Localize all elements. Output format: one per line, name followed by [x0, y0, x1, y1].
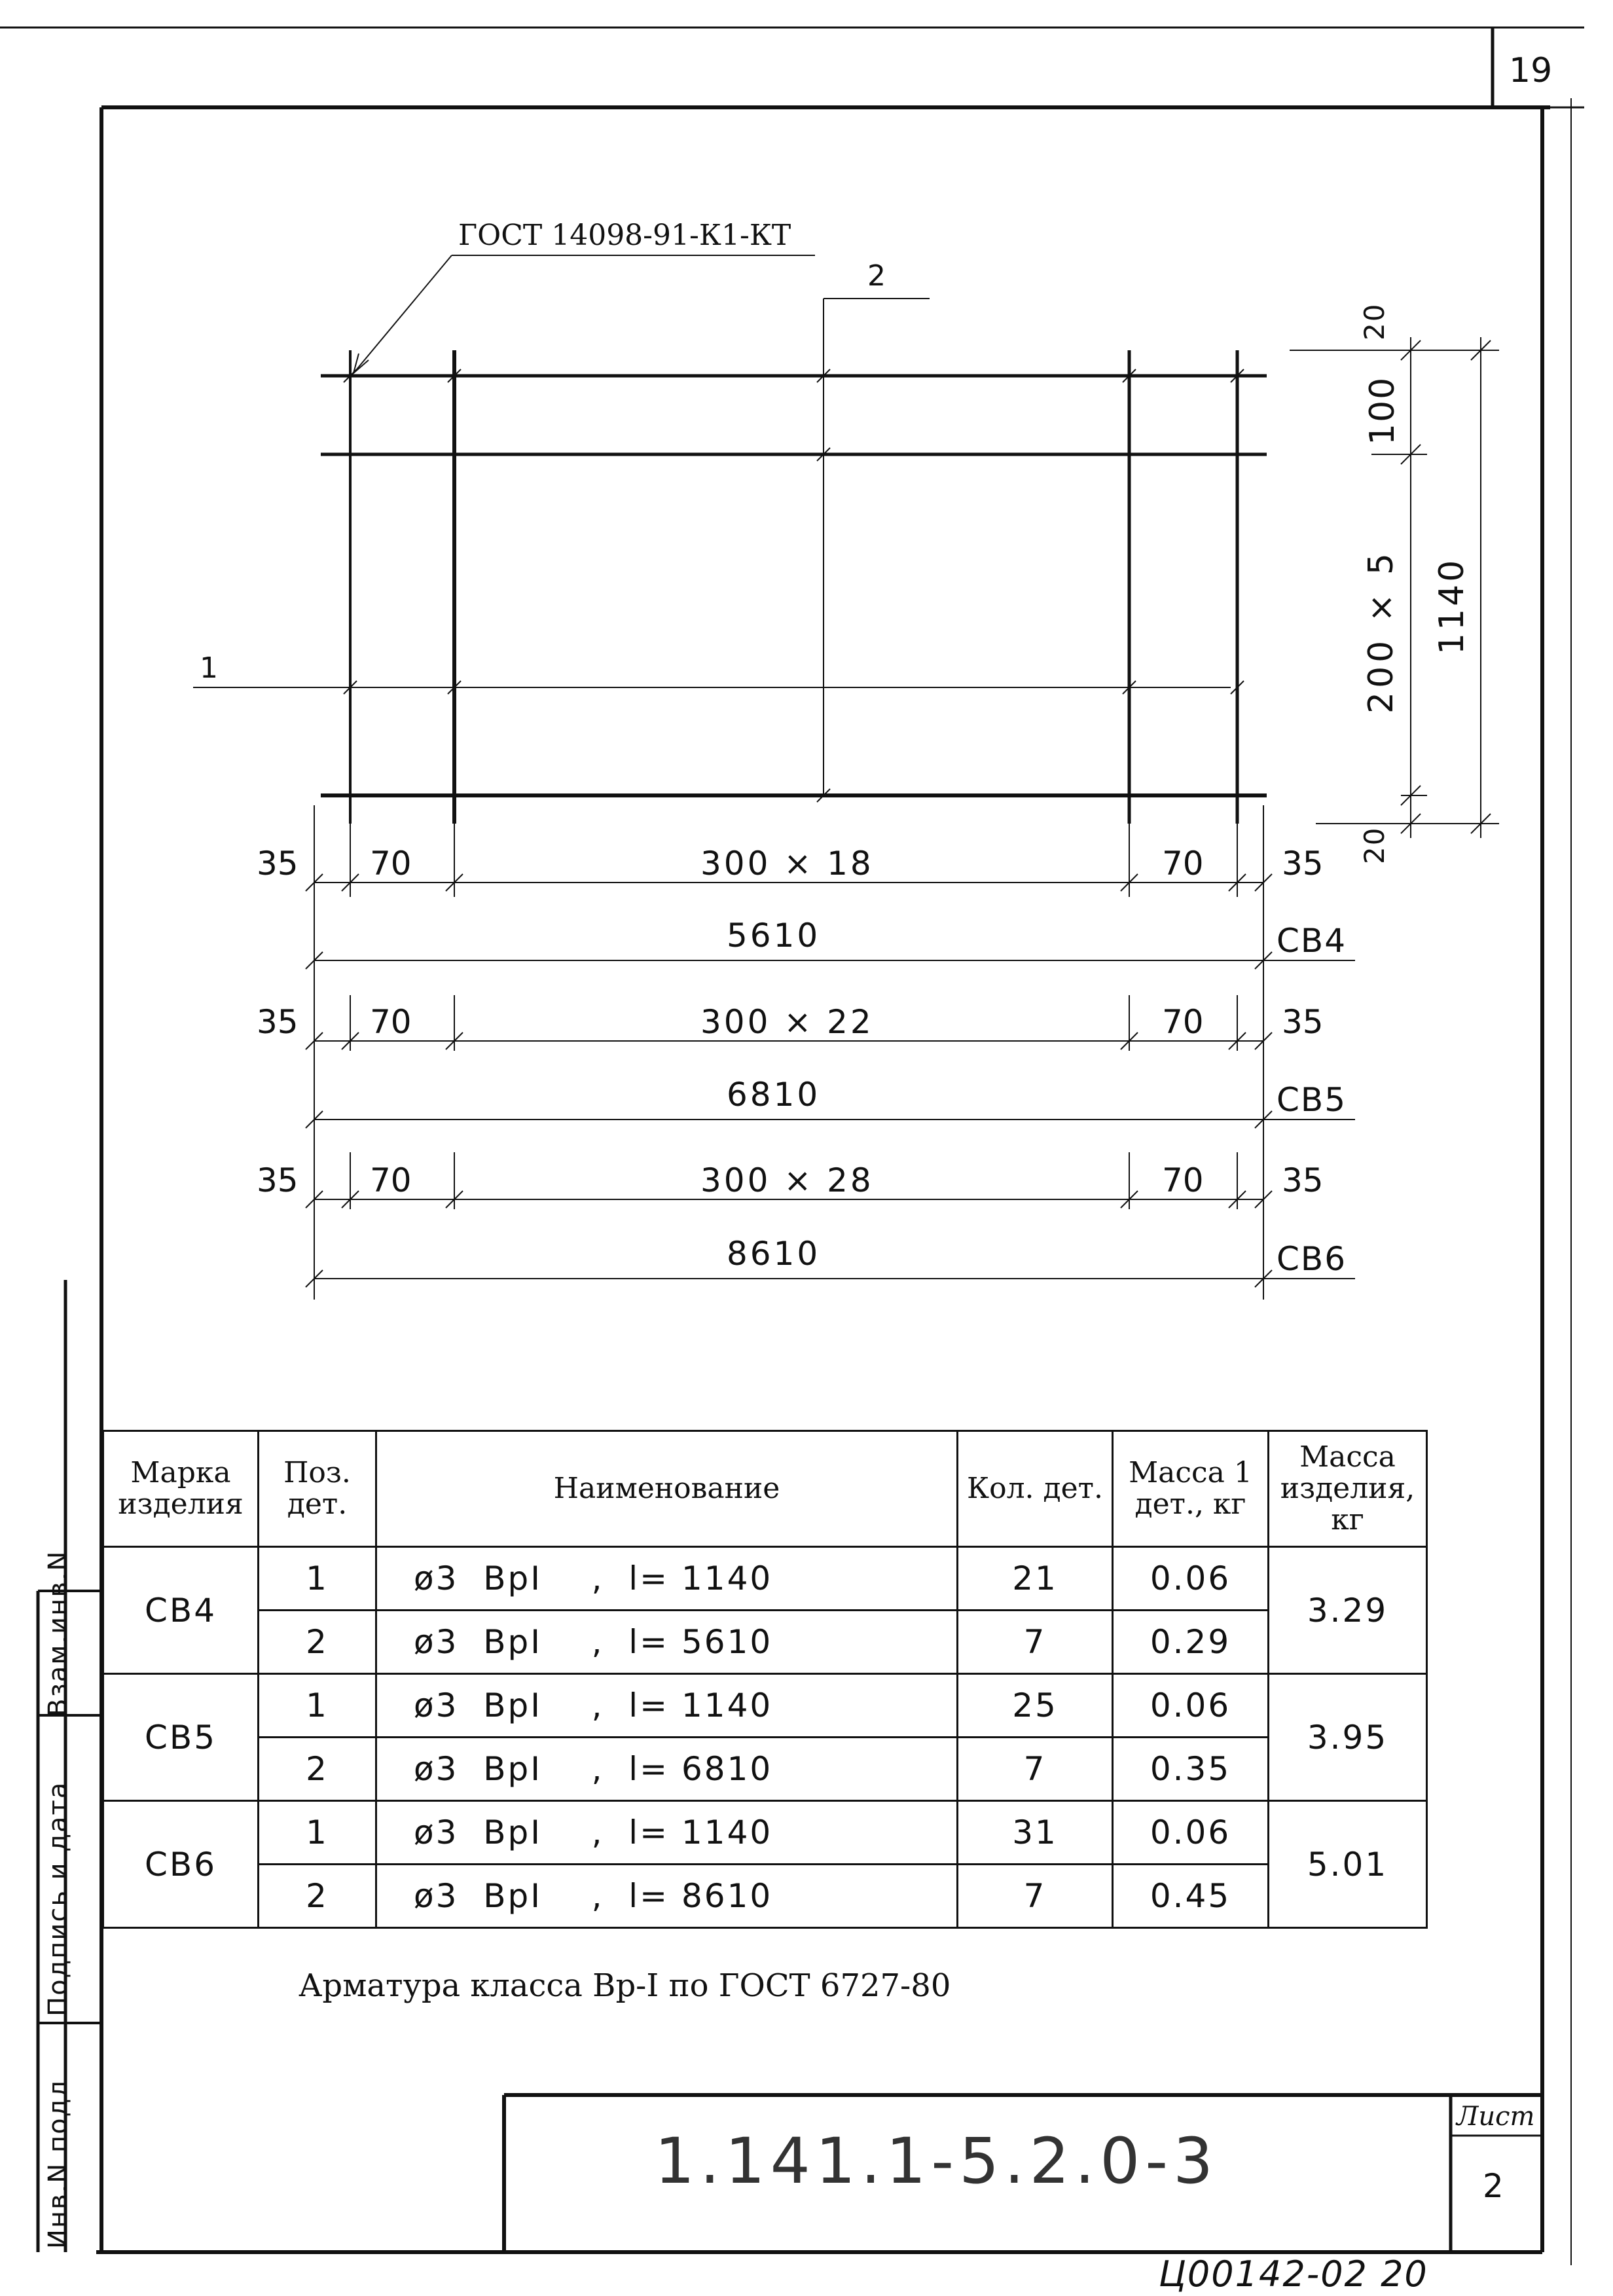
dim-edge-left: 35: [257, 845, 299, 883]
cell-qty: 7: [958, 1865, 1113, 1928]
sheet-number: 2: [1483, 2167, 1504, 2205]
dim-top-span: 100: [1363, 376, 1402, 445]
cell-name: ø3 ВрI , l= 1140: [376, 1674, 958, 1738]
mesh-mark-label: СВ4: [1277, 922, 1347, 960]
dim-total-length: 6810: [727, 1076, 821, 1114]
cell-name: ø3 ВрI , l= 6810: [376, 1738, 958, 1801]
table-row: [103, 1801, 1427, 1865]
cell-mass: 0.06: [1113, 1674, 1269, 1738]
cell-qty: 25: [958, 1674, 1113, 1738]
dim-edge-right: 35: [1282, 1003, 1324, 1041]
table-row: [103, 1611, 1427, 1674]
cell-mass-total: 3.29: [1269, 1547, 1427, 1674]
header-mark: Марка изделия: [103, 1431, 259, 1547]
header-mass-total: Масса изделия, кг: [1269, 1431, 1427, 1547]
dim-edge-right: 35: [1282, 845, 1324, 883]
side-label-inventory-original: Инв.N подл: [43, 2079, 73, 2249]
header-qty: Кол. дет.: [958, 1431, 1113, 1547]
cell-mass: 0.06: [1113, 1547, 1269, 1611]
cell-mass: 0.06: [1113, 1801, 1269, 1865]
dim-edge-left: 35: [257, 1003, 299, 1041]
dim-end-span-right: 70: [1162, 845, 1204, 883]
cell-mass-total: 5.01: [1269, 1801, 1427, 1928]
cell-qty: 7: [958, 1738, 1113, 1801]
header-name: Наименование: [376, 1431, 958, 1547]
mesh-mark-label: СВ6: [1277, 1240, 1347, 1278]
table-row: [103, 1674, 1427, 1738]
dim-end-span-left: 70: [370, 1003, 412, 1041]
cell-qty: 21: [958, 1547, 1113, 1611]
header-pos: Поз. дет.: [259, 1431, 376, 1547]
dim-middle-span: 300 × 18: [700, 845, 874, 883]
sheet-label: Лист: [1457, 2102, 1535, 2132]
dim-total-length: 8610: [727, 1235, 821, 1273]
cell-mark: СВ4: [103, 1547, 259, 1674]
position-label-2: 2: [867, 259, 886, 293]
dim-edge-left: 35: [257, 1161, 299, 1199]
cell-mark: СВ6: [103, 1801, 259, 1928]
cell-pos: 2: [259, 1738, 376, 1801]
dim-middle-span: 300 × 22: [700, 1003, 874, 1041]
dim-end-span-left: 70: [370, 845, 412, 883]
dim-bottom-edge: 20: [1358, 826, 1390, 864]
cell-qty: 31: [958, 1801, 1113, 1865]
dim-edge-right: 35: [1282, 1161, 1324, 1199]
gost-callout: ГОСТ 14098-91-К1-КТ: [458, 219, 791, 252]
cell-qty: 7: [958, 1611, 1113, 1674]
reinforcement-note: Арматура класса Вр-I по ГОСТ 6727-80: [299, 1967, 951, 2004]
cell-name: ø3 ВрI , l= 1140: [376, 1801, 958, 1865]
mesh-mark-label: СВ5: [1277, 1081, 1347, 1119]
table-row: [103, 1865, 1427, 1928]
side-label-replacement-inv: Взам.инв.N: [43, 1550, 73, 1717]
cell-mass-total: 3.95: [1269, 1674, 1427, 1801]
cell-mass: 0.35: [1113, 1738, 1269, 1801]
cell-mark: СВ5: [103, 1674, 259, 1801]
dim-top-edge: 20: [1358, 302, 1390, 340]
dim-total-length: 5610: [727, 917, 821, 955]
cell-name: ø3 ВрI , l= 1140: [376, 1547, 958, 1611]
cell-pos: 1: [259, 1674, 376, 1738]
table-row: [103, 1738, 1427, 1801]
cell-name: ø3 ВрI , l= 8610: [376, 1865, 958, 1928]
table-row: [103, 1547, 1427, 1611]
cell-mass: 0.29: [1113, 1611, 1269, 1674]
cell-pos: 2: [259, 1611, 376, 1674]
sheet-number-top: 19: [1509, 51, 1553, 90]
cell-pos: 2: [259, 1865, 376, 1928]
dim-end-span-left: 70: [370, 1161, 412, 1199]
cell-mass: 0.45: [1113, 1865, 1269, 1928]
dim-end-span-right: 70: [1162, 1161, 1204, 1199]
archive-number: Ц00142-02 20: [1159, 2253, 1428, 2295]
side-label-signature-date: Подпись и дата: [43, 1781, 73, 2016]
dim-end-span-right: 70: [1162, 1003, 1204, 1041]
cell-pos: 1: [259, 1801, 376, 1865]
dim-middle-span: 300 × 28: [700, 1161, 874, 1199]
dim-vertical-middle: 200 × 5: [1362, 549, 1401, 714]
cell-pos: 1: [259, 1547, 376, 1611]
specification-table: [102, 1430, 1428, 1929]
position-label-1: 1: [200, 651, 218, 685]
table-header-row: [103, 1431, 1427, 1547]
dim-vertical-total: 1140: [1432, 557, 1472, 655]
document-code: 1.141.1-5.2.0-3: [655, 2124, 1219, 2198]
cell-name: ø3 ВрI , l= 5610: [376, 1611, 958, 1674]
header-mass-one: Масса 1 дет., кг: [1113, 1431, 1269, 1547]
